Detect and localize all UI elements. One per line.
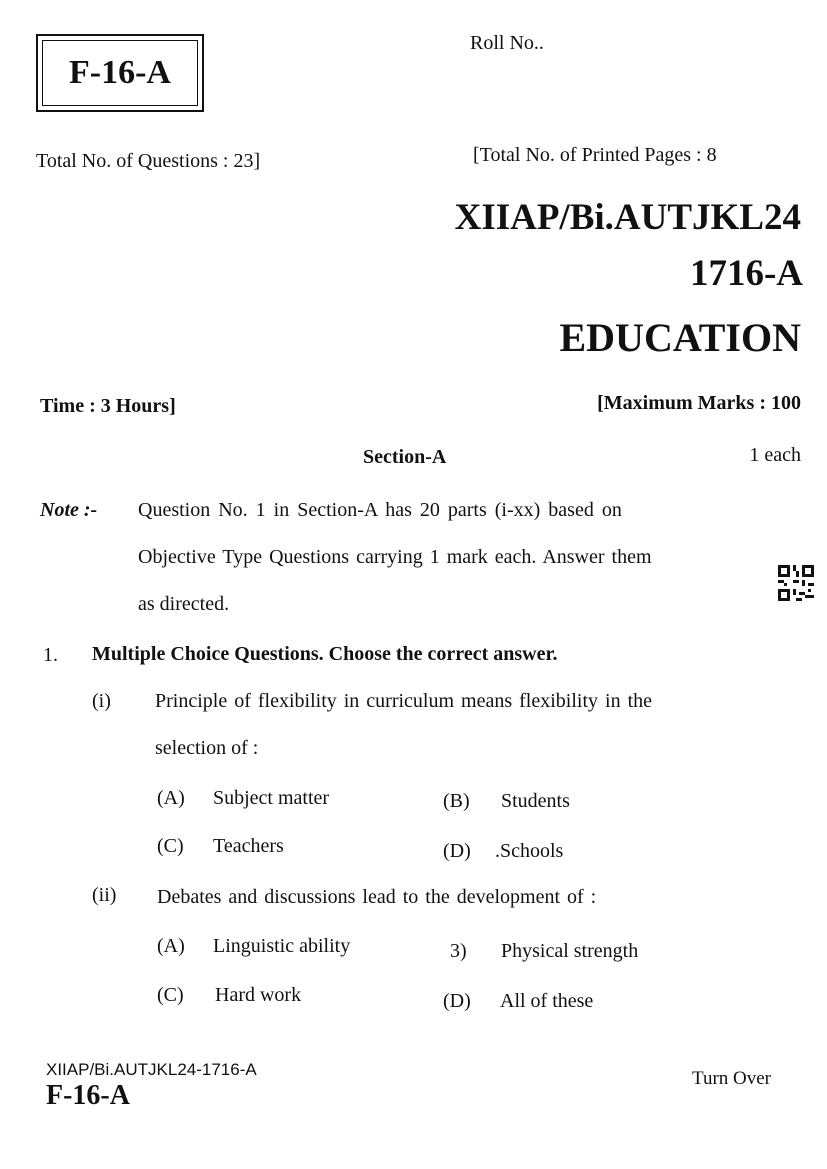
footer-code-line: XIIAP/Bi.AUTJKL24-1716-A — [46, 1060, 257, 1079]
question-number: 1. — [43, 644, 58, 666]
option-key: 3) — [450, 940, 467, 962]
paper-code-box-label: F-16-A — [42, 40, 198, 106]
part-text-line-1: Principle of flexibility in curriculum means flexibility in the — [155, 690, 653, 712]
option-text: Linguistic ability — [213, 935, 351, 957]
option-text: Teachers — [213, 835, 284, 857]
note-line-1: Question No. 1 in Section-A has 20 parts (i-xx) based on — [138, 499, 622, 521]
time-allowed: Time : 3 Hours] — [40, 395, 176, 417]
option-key: (B) — [443, 790, 470, 812]
printed-pages: [Total No. of Printed Pages : 8 — [473, 144, 717, 166]
option-text: Subject matter — [213, 787, 330, 809]
maximum-marks: [Maximum Marks : 100 — [597, 392, 801, 414]
option-text: All of these — [500, 990, 594, 1012]
part-label: (ii) — [92, 884, 117, 906]
option-text: Physical strength — [501, 940, 639, 962]
option-text: .Schools — [495, 840, 564, 862]
option-key: (A) — [157, 935, 185, 957]
paper-code-box — [36, 34, 204, 112]
option-text: Hard work — [215, 984, 302, 1006]
section-marks: 1 each — [749, 444, 801, 466]
footer-box-code: F-16-A — [46, 1080, 130, 1111]
question-heading: Multiple Choice Questions. Choose the correct answer. — [92, 643, 558, 665]
option-key: (D) — [443, 840, 471, 862]
part-text-line-2: selection of : — [155, 737, 259, 759]
part-label: (i) — [92, 690, 111, 712]
turn-over-label: Turn Over — [692, 1068, 771, 1089]
option-key: (C) — [157, 984, 184, 1006]
option-text: Students — [501, 790, 570, 812]
note-line-3: as directed. — [138, 593, 230, 615]
paper-code-title: XIIAP/Bi.AUTJKL24 — [454, 197, 801, 238]
option-key: (D) — [443, 990, 471, 1012]
section-title: Section-A — [363, 446, 447, 468]
option-key: (C) — [157, 835, 184, 857]
note-line-2: Objective Type Questions carrying 1 mark each. Answer them — [138, 546, 652, 568]
part-text-line-1: Debates and discussions lead to the development of : — [157, 886, 597, 908]
roll-no-label: Roll No.. — [470, 32, 544, 54]
total-questions: Total No. of Questions : 23] — [36, 150, 261, 172]
qr-code-icon — [778, 565, 814, 601]
note-label: Note :- — [40, 499, 98, 521]
paper-number-title: 1716-A — [689, 253, 803, 294]
option-key: (A) — [157, 787, 185, 809]
subject-title: EDUCATION — [559, 315, 801, 360]
